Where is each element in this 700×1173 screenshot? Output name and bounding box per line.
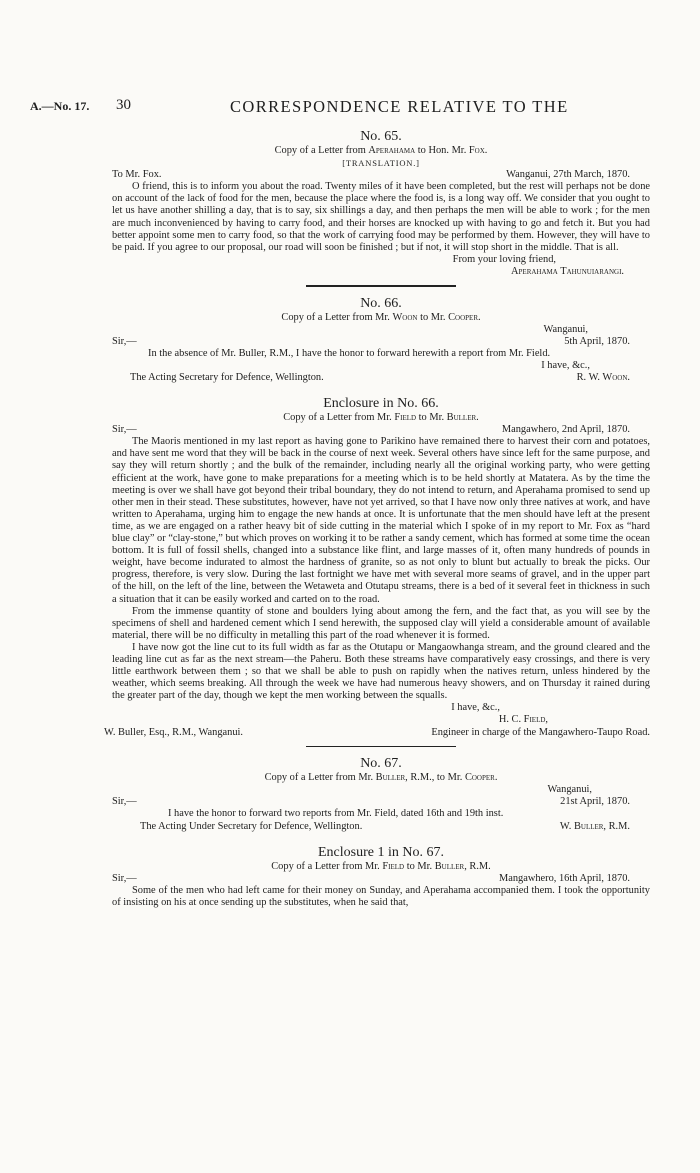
section-divider [306,285,456,287]
date: 5th April, 1870. [564,335,630,347]
letter-66-signature-row [112,372,650,384]
enclosure-67-heading [112,861,650,873]
enclosure-67-body: Some of the men who had left came for their money on Sunday, and Aperahama accompanied them. I took the opportunity of insisting on his at once sending up the substitutes, when he said that, [112,884,650,908]
addressee: The Acting Secretary for Defence, Wellington. [130,372,324,383]
enclosure-66-salutation-row [112,424,650,436]
place-date: Mangawhero, 16th April, 1870. [498,872,630,884]
letter-66-salutation-row [112,336,650,348]
sender-name: Field [382,860,405,872]
letter-67-heading [112,772,650,784]
enclosure-66-title: Enclosure in No. 66. [323,396,439,412]
sender-name: Woon [392,311,418,323]
enclosure-66-closing: I have, &c., [451,702,500,714]
enclosure-66-addressee-row [104,726,650,739]
letter-65-body: O friend, this is to inform you about the road. Twenty miles of it have been completed, but the rest will perhaps not be done on account of the lack of food for the men, because the place where the food is, is a long way off. We consider that you ought to let us have another shilling a day, that is to say, six shillings a day, and then perhaps the men will be able to work ; for the men are much inconvenienced by having to carry food, and their horses are knocked up with having to go and fetch it. But you had better appoint some men to carry food, so that the work of carrying food may be performed by them. However, they will have to be paid. If you agree to our proposal, our road will soon be finished ; but if not, it will stop short in the middle. That is all. [112,181,650,253]
signature: W. Buller, R.M. [559,820,630,832]
sender-name: Buller [375,772,406,784]
letter-67-number: No. 67. [360,756,402,772]
letter-65-signature: Aperahama Tahunuiarangi. [511,265,624,277]
letter-66-number: No. 66. [360,295,402,311]
date: 21st April, 1870. [560,796,630,808]
copy-prefix: Copy of a Letter from Mr. [281,311,390,323]
section-divider [306,746,456,748]
recipient-name: Fox. [468,145,488,156]
copy-suffix: , R.M. [464,860,491,872]
copy-mid: to Mr. [420,311,446,323]
place-date: Mangawhero, 2nd April, 1870. [501,424,630,436]
letter-65-closing: From your loving friend, [452,253,556,265]
letter-67-place: Wanganui, [547,784,592,796]
letter-65-heading [112,145,650,157]
sender-name: Field [394,412,417,424]
salutation: Sir,— [112,424,137,436]
enclosure-66-paragraph-2: From the immense quantity of stone and boulders lying about among the fern, and the fact that, as you will see by the specimens of shell and hardened cement which I send herewith, the supposed clay will yield a considerable amount of available material, there will be no difficulty in metalling this part of the road whenever it is formed. [112,605,650,641]
letter-65-number: No. 65. [360,129,402,144]
page-number: 30 [116,97,131,113]
signature-title: Engineer in charge of the Mangawhero-Taupo Road. [431,726,650,738]
page-header [30,97,670,117]
letter-66-place: Wanganui, [543,323,588,335]
enclosure-67-salutation-row [112,873,650,885]
page-body [104,128,650,909]
salutation: Sir,— [112,872,137,884]
enclosure-67-title: Enclosure 1 in No. 67. [318,844,444,860]
letter-66-heading [112,312,650,324]
running-title: CORRESPONDENCE RELATIVE TO THE [230,97,569,116]
recipient-name: Buller [434,860,465,872]
copy-prefix: Copy of a Letter from Mr. [264,772,374,784]
letter-67-signature-row [112,821,650,833]
enclosure-66-signature: H. C. Field, [498,714,548,726]
enclosure-66-paragraph-1: The Maoris mentioned in my last report as having gone to Parikino have remained there to harvest their corn and potatoes, and have sent me word that they will be back in the course of next week. Several others have since left for the same purpose, and say they will return shortly ; and the bulk of the remainder, including nearly all the original working party, who were getting efficient at the work, have gone to make preparations for a meeting which is to be held shortly at Matatera. As by the time the meeting is over we shall have got beyond their tribal boundary, they do not intend to return, and Aperahama promised to send up other men in their stead. These substitutes, however, have not yet arrived, so that I have now only three natives at work, and have written to Aperahama, urging him to engage the new hands at once. It is unfortunate that the men should have left at the present time, as we are engaged on a rather heavy bit of side cutting in the material which I spoke of in my report to Mr. Fox as “hard blue clay” or “clay-stone,” but which proves on working it to be rather a sandy cement, which has formed at some time the ocean bottom. It is full of fossil shells, changed into a substance like flint, and large masses of it, often many hundreds of pounds in weight, have become indurated to almost the hardness of granite, so as not only to blunt but actually to break the picks. Our progress, therefore, is very slow. During the last fortnight we have met with several more seams of gravel, and in the upper part of the hill, on the left of the line, between the Wetaweta and Otutapu streams, there is a bed of it several feet in thickness in such a situation that it can be easily worked and carted on to the road. [112,436,650,605]
signature: R. W. Woon. [576,372,630,383]
addressee: W. Buller, Esq., R.M., Wanganui. [104,726,244,738]
recipient-name: Cooper. [464,772,498,784]
document-reference: A.—No. 17. [30,99,90,113]
salutation: Sir,— [112,796,137,808]
letter-67-salutation-row [112,796,650,808]
letter-66-closing: I have, &c., [541,359,590,371]
copy-mid: to Mr. [418,412,445,424]
letter-67-body: I have the honor to forward two reports from Mr. Field, dated 16th and 19th inst. [168,808,504,820]
copy-mid: , R.M., to Mr. [405,772,463,784]
recipient-name: Cooper. [448,311,481,323]
enclosure-66-heading [112,412,650,424]
place-date: Wanganui, 27th March, 1870. [506,169,630,181]
enclosure-66-paragraph-3: I have now got the line cut to its full width as far as the Otutapu or Mangaowhanga stream, and the ground cleared and the leading line cut as far as the next stream—the Paheru. Both these streams have comparatively easy crossings, and there is very little earthwork between them ; so that we shall be able to push on rapidly when the natives return, unless hindered by the weather, which seems breaking. All through the week we have had numerous heavy showers, and on Thursday it rained during the greater part of the day, though we kept the men working between the squalls. [112,641,650,702]
translation-note: [TRANSLATION.] [342,158,420,169]
copy-prefix: Copy of a Letter from Mr. [271,860,380,872]
copy-mid: to Hon. Mr. [417,145,467,156]
copy-prefix: Copy of a Letter from Mr. [283,412,392,424]
sender-name: Aperahama [368,145,416,156]
copy-prefix: Copy of a Letter from [274,145,366,156]
addressee: The Acting Under Secretary for Defence, Wellington. [140,820,363,832]
addressee: To Mr. Fox. [112,169,162,181]
recipient-name: Buller. [446,412,479,424]
copy-mid: to Mr. [406,860,433,872]
salutation: Sir,— [112,335,137,347]
letter-65-address-row [112,169,650,181]
letter-66-body: In the absence of Mr. Buller, R.M., I have the honor to forward herewith a report from Mr. Field. [148,347,551,359]
